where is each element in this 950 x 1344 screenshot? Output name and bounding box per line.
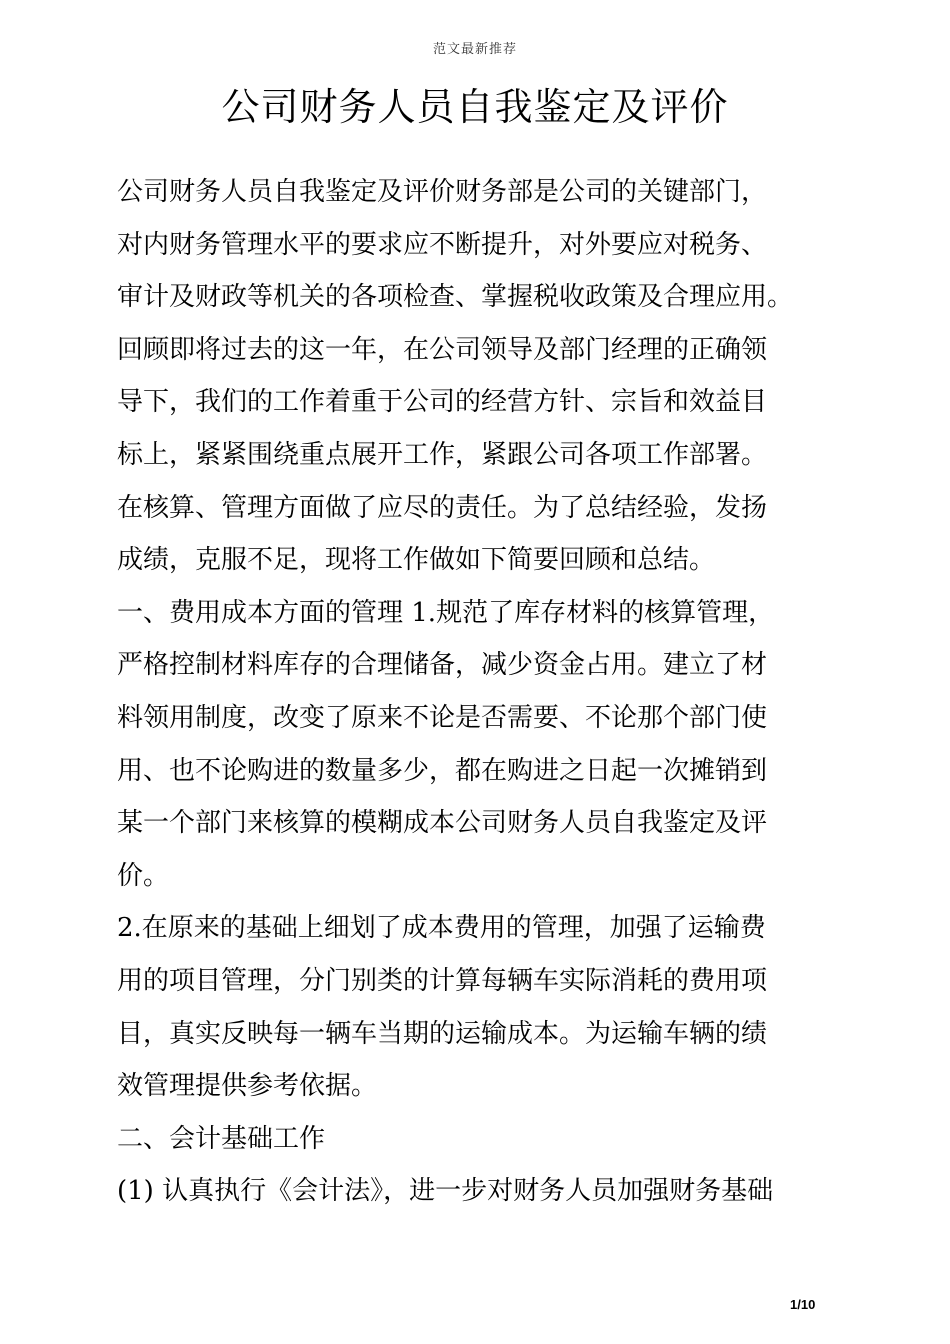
text-line: 一、费用成本方面的管理 1.规范了库存材料的核算管理， (117, 597, 775, 628)
text-line: 用、也不论购进的数量多少，都在购进之日起一次摊销到 (117, 755, 768, 786)
header-note: 范文最新推荐 (432, 42, 517, 57)
text-line: 用的项目管理，分门别类的计算每辆车实际消耗的费用项 (117, 965, 768, 996)
text-line: 对内财务管理水平的要求应不断提升，对外要应对税务、 (117, 229, 768, 260)
text-line: 料领用制度，改变了原来不论是否需要、不论那个部门使 (117, 702, 768, 733)
text-line: 成绩，克服不足，现将工作做如下简要回顾和总结。 (117, 545, 716, 576)
text-line: 价。 (117, 860, 170, 891)
text-line: 2.在原来的基础上细划了成本费用的管理，加强了运输费 (117, 913, 766, 944)
text-line: 回顾即将过去的这一年，在公司领导及部门经理的正确领 (117, 334, 768, 365)
body-text (117, 166, 842, 1218)
text-line: 严格控制材料库存的合理储备，减少资金占用。建立了材 (117, 650, 768, 681)
text-line: 在核算、管理方面做了应尽的责任。为了总结经验，发扬 (117, 492, 768, 523)
text-line: 二、会计基础工作 (117, 1123, 326, 1154)
text-line: (1) 认真执行《会计法》，进一步对财务人员加强财务基础 (117, 1176, 774, 1207)
text-line: 某一个部门来核算的模糊成本公司财务人员自我鉴定及评 (117, 808, 768, 839)
text-line: 标上，紧紧围绕重点展开工作，紧跟公司各项工作部署。 (117, 439, 768, 470)
page-number: 1/10 (790, 1297, 816, 1312)
text-line: 审计及财政等机关的各项检查、掌握税收政策及合理应用。 (117, 282, 794, 313)
text-line: 目，真实反映每一辆车当期的运输成本。为运输车辆的绩 (117, 1018, 768, 1049)
text-line: 公司财务人员自我鉴定及评价财务部是公司的关键部门， (117, 177, 768, 207)
text-line: 导下，我们的工作着重于公司的经营方针、宗旨和效益目 (117, 387, 768, 418)
page-title: 公司财务人员自我鉴定及评价 (221, 85, 729, 129)
text-line: 效管理提供参考依据。 (117, 1071, 378, 1102)
